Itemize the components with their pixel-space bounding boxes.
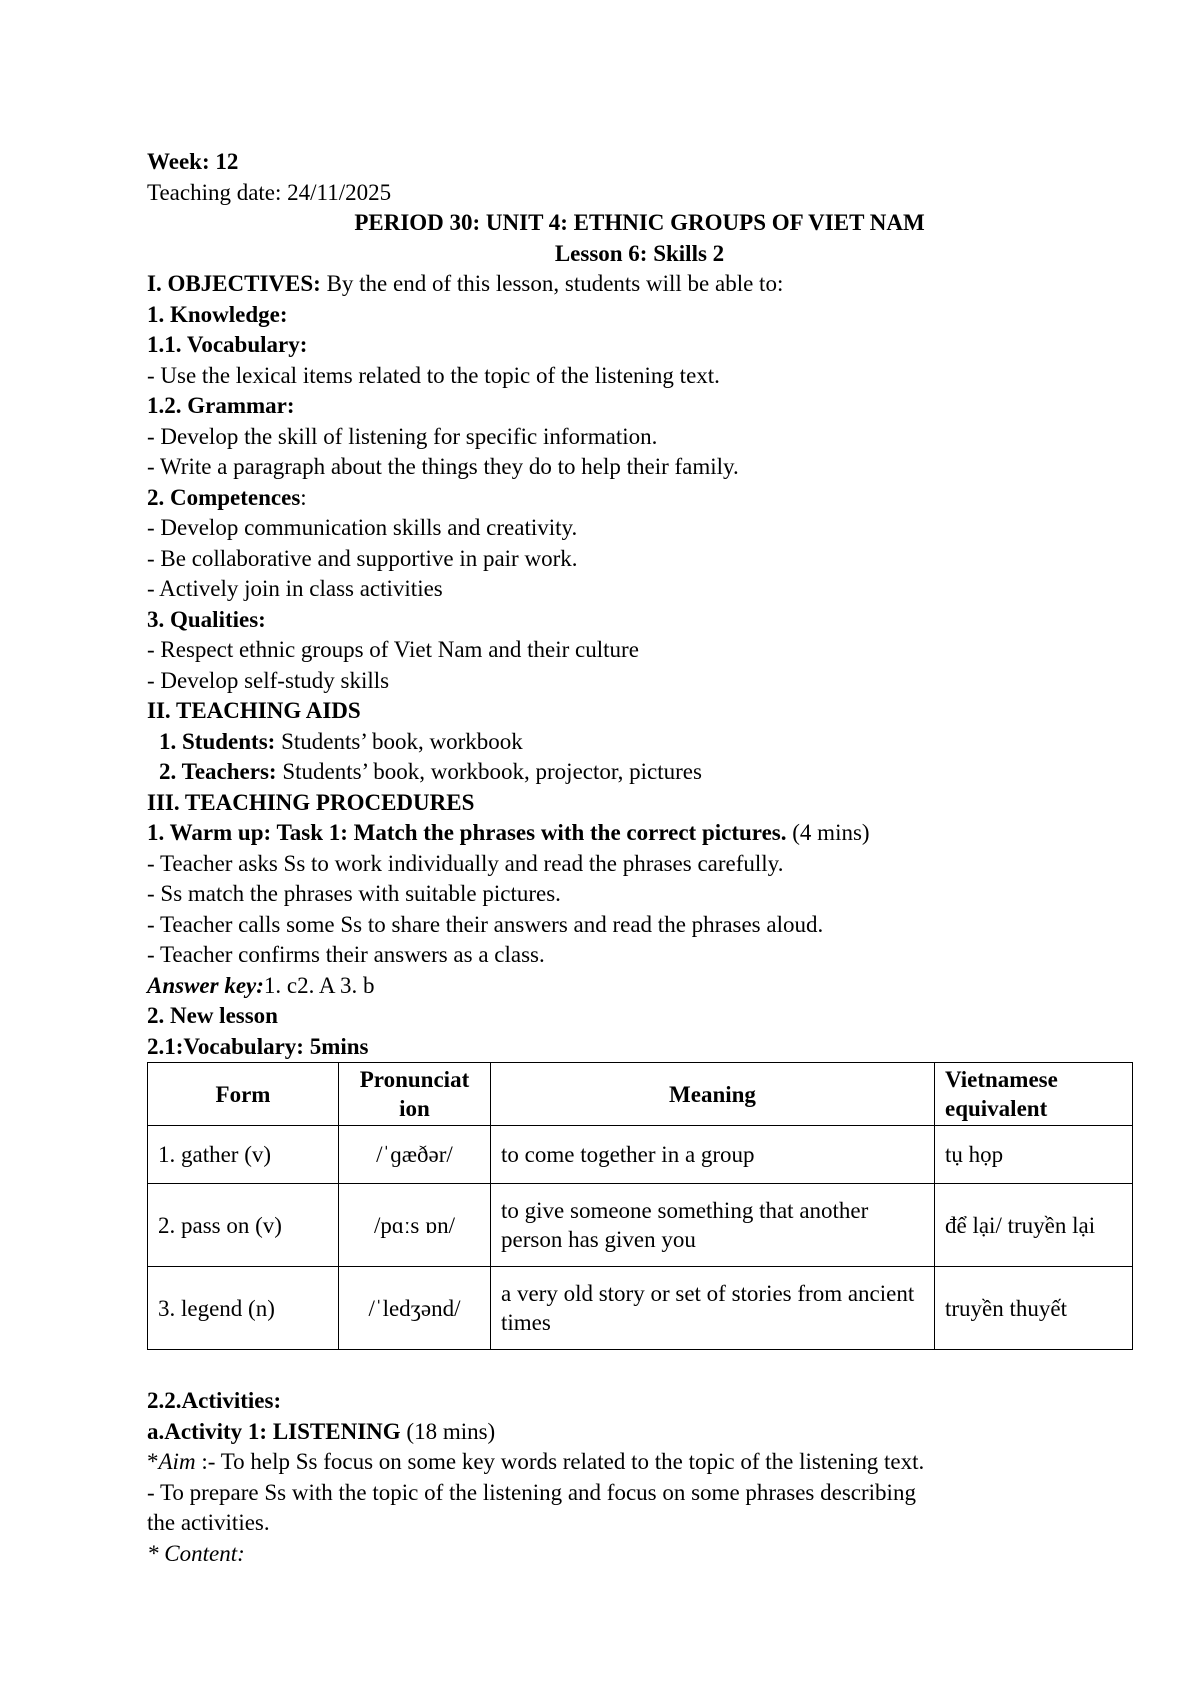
warmup-item: - Teacher calls some Ss to share their answers and read the phrases aloud. (147, 911, 824, 937)
cell-vietnamese: truyền thuyết (935, 1267, 1133, 1350)
grammar-item: - Write a paragraph about the things they do to help their family. (147, 454, 739, 479)
vocab-section-heading: 2.1:Vocabulary: 5mins (147, 1033, 369, 1059)
objectives-intro: By the end of this lesson, students will be able to: (320, 271, 784, 296)
competences-colon: : (300, 484, 307, 510)
vocabulary-item: - Use the lexical items related to the topic of the listening text. (147, 362, 720, 388)
cell-meaning: to give someone something that another person has given you (491, 1184, 935, 1267)
header-viet-part1: Vietnamese (945, 1067, 1058, 1092)
cell-form: 1. gather (v) (148, 1126, 339, 1184)
cell-pronunciation: /ˈɡæðər/ (339, 1126, 491, 1184)
knowledge-heading: 1. Knowledge: (147, 301, 288, 327)
content-label: * Content: (147, 1540, 245, 1566)
answer-key-label: Answer key: (147, 972, 264, 998)
competences-heading-line (147, 483, 1132, 514)
cell-form: 3. legend (n) (148, 1267, 339, 1350)
quality-item: - Develop self-study skills (147, 667, 390, 693)
teaching-date: Teaching date: 24/11/2025 (147, 179, 392, 205)
competence-item: - Develop communication skills and creativity. (147, 515, 578, 540)
cell-meaning: to come together in a group (491, 1126, 935, 1184)
aids-students-label: 1. Students: (159, 728, 276, 754)
table-row (148, 1184, 1133, 1267)
grammar-item: - Develop the skill of listening for specific information. (147, 423, 658, 449)
aim-line-2: - To prepare Ss with the topic of the listening and focus on some phrases describing (147, 1479, 916, 1505)
cell-vietnamese: để lại/ truyền lại (935, 1184, 1133, 1267)
cell-pronunciation: /ˈledʒənd/ (339, 1267, 491, 1350)
competences-heading: 2. Competences (147, 484, 301, 510)
qualities-heading: 3. Qualities: (147, 606, 266, 632)
activities-heading: 2.2.Activities: (147, 1388, 282, 1413)
competence-item: - Be collaborative and supportive in pair work. (147, 545, 578, 571)
period-title: PERIOD 30: UNIT 4: ETHNIC GROUPS OF VIET NAM (354, 210, 925, 235)
quality-item: - Respect ethnic groups of Viet Nam and their culture (147, 637, 639, 662)
activity1-title: a.Activity 1: LISTENING (147, 1418, 401, 1444)
aim-label: Aim (158, 1449, 196, 1474)
header-viet-part2: equivalent (945, 1096, 1048, 1121)
warmup-item: - Ss match the phrases with suitable pictures. (147, 881, 561, 906)
warmup-title: 1. Warm up: Task 1: Match the phrases with the correct pictures. (147, 820, 787, 845)
table-row (148, 1126, 1133, 1184)
activity1-line (147, 1417, 1132, 1448)
warmup-time: (4 mins) (786, 820, 870, 845)
cell-form: 2. pass on (v) (148, 1184, 339, 1267)
header-form: Form (148, 1063, 339, 1126)
warmup-line (147, 818, 1132, 849)
teaching-aids-heading: II. TEACHING AIDS (147, 698, 361, 723)
vocabulary-heading: 1.1. Vocabulary: (147, 332, 308, 357)
objectives-heading: I. OBJECTIVES: (147, 271, 321, 296)
aim-text: :- To help Ss focus on some key words related to the topic of the listening text. (195, 1449, 925, 1474)
header-meaning: Meaning (491, 1063, 935, 1126)
warmup-item: - Teacher asks Ss to work individually and read the phrases carefully. (147, 850, 784, 876)
aids-teachers-label: 2. Teachers: (159, 759, 277, 784)
warmup-item: - Teacher confirms their answers as a class. (147, 942, 545, 967)
week-label: Week: 12 (147, 149, 239, 174)
aids-students-value: Students’ book, workbook (275, 728, 523, 754)
lesson-title: Lesson 6: Skills 2 (554, 240, 725, 266)
new-lesson-heading: 2. New lesson (147, 1003, 278, 1028)
header-pron-part2: ion (399, 1096, 430, 1121)
cell-pronunciation: /pɑːs ɒn/ (339, 1184, 491, 1267)
aids-students-line (147, 727, 1132, 758)
vocabulary-table (147, 1062, 1133, 1350)
table-row (148, 1267, 1133, 1350)
answer-key-value: 1. c2. A 3. b (263, 972, 375, 998)
activity1-time: (18 mins) (400, 1418, 496, 1444)
grammar-heading: 1.2. Grammar: (147, 393, 295, 418)
lesson-plan-page (147, 147, 1132, 1569)
objectives-intro-line (147, 269, 1132, 300)
spacer (147, 1350, 1132, 1386)
aids-teachers-line (147, 757, 1132, 788)
table-header-row (148, 1063, 1133, 1126)
header-pronunciation (339, 1063, 491, 1126)
cell-vietnamese: tụ họp (935, 1126, 1133, 1184)
answer-key-line (147, 971, 1132, 1002)
aim-line-3: the activities. (147, 1510, 270, 1535)
aim-line (147, 1447, 1132, 1478)
aim-prefix: * (147, 1449, 159, 1474)
cell-meaning: a very old story or set of stories from ancient times (491, 1267, 935, 1350)
header-pron-part1: Pronunciat (359, 1067, 470, 1092)
aids-teachers-value: Students’ book, workbook, projector, pictures (276, 759, 702, 784)
competence-item: - Actively join in class activities (147, 576, 443, 601)
header-vietnamese (935, 1063, 1133, 1126)
procedures-heading: III. TEACHING PROCEDURES (147, 789, 475, 815)
